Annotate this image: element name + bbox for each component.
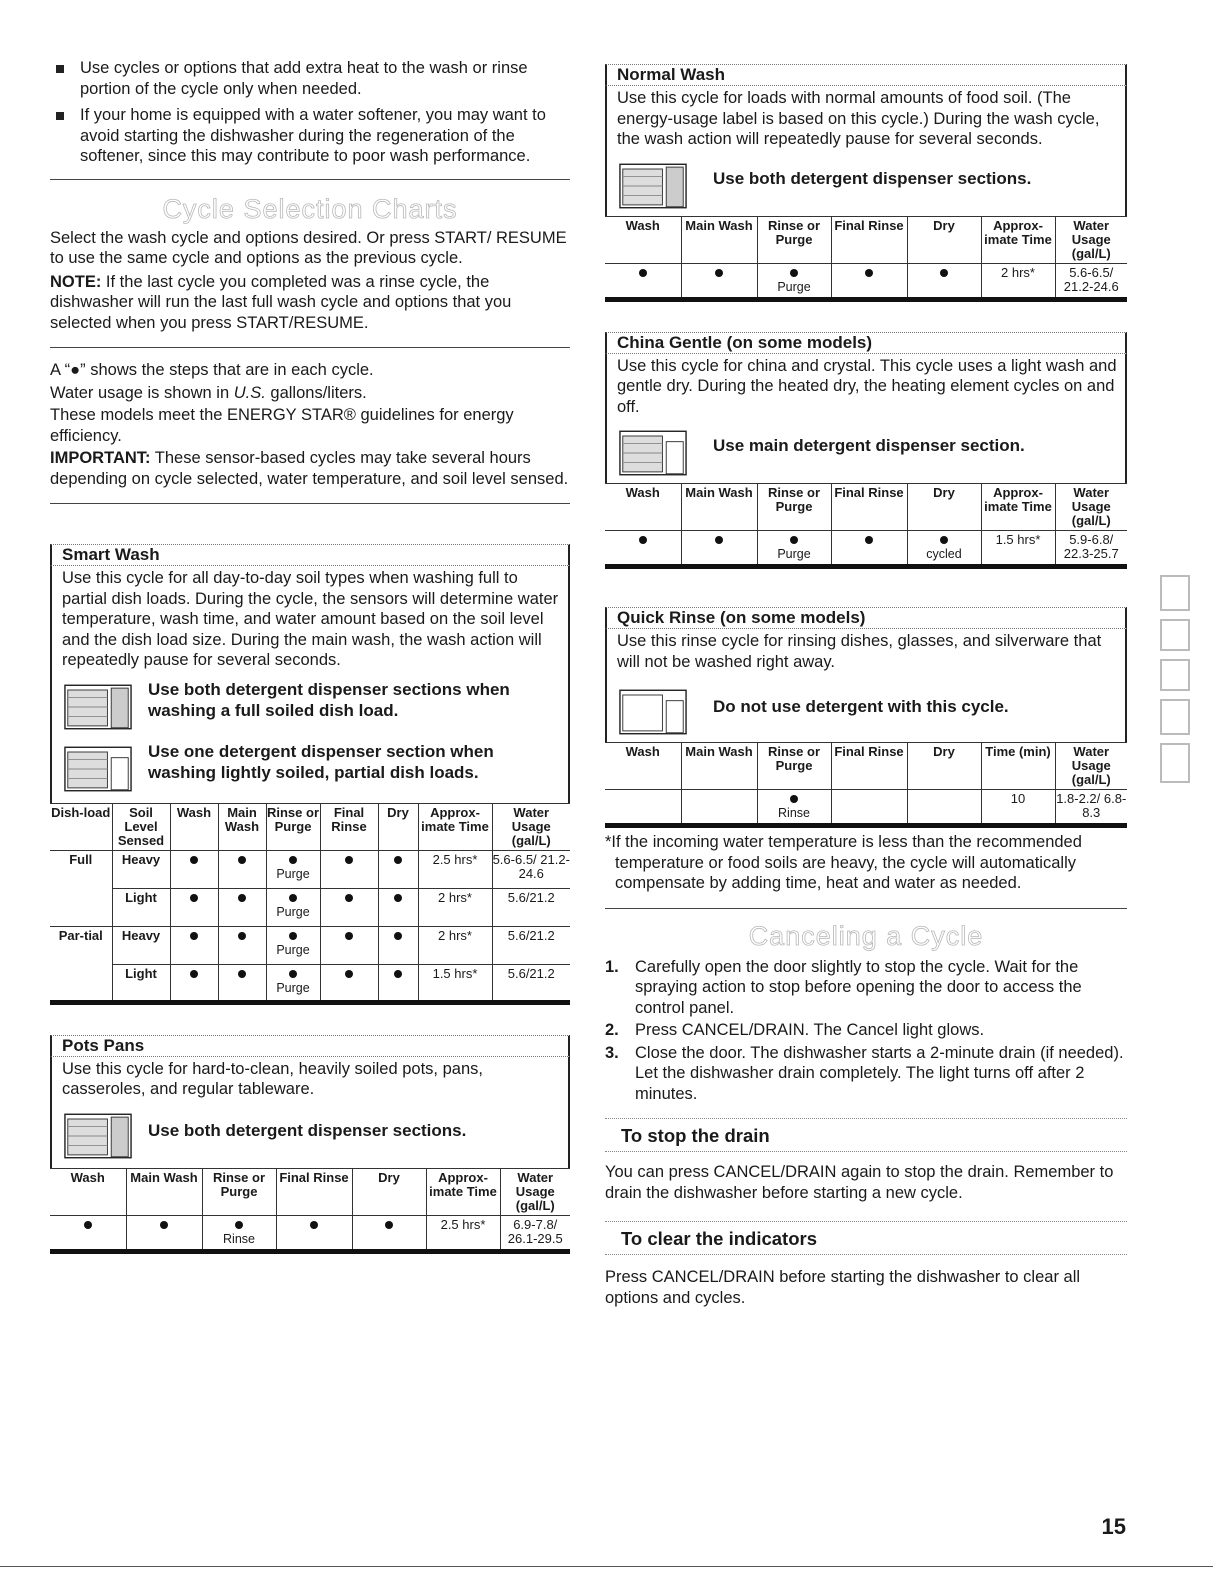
table-header: Dry [907,216,981,263]
divider [0,1566,1213,1567]
pots-pans-section [50,1035,570,1254]
table-header: Approx-imate Time [426,1168,500,1215]
table-header: Final Rinse [831,216,907,263]
divider [605,908,1127,909]
table-cell: Par-tial [50,926,112,964]
table-cell [907,263,981,299]
table-cell: Purge [266,926,320,964]
smart-wash-table [50,803,570,1005]
table-header: Final Rinse [320,803,378,850]
table-cell [320,964,378,1002]
detergent-text: Use one detergent dispenser section when washing lightly soiled, partial dish loads. [148,741,494,782]
dispenser-both-icon [64,683,132,731]
step-dot-icon [289,970,297,978]
table-header: Water Usage (gal/L) [1055,484,1127,531]
table-cell [320,888,378,926]
table-cell [907,790,981,826]
dispenser-one-icon [64,745,132,793]
table-row [605,263,1127,299]
table-cell: 6.9-7.8/ 26.1-29.5 [500,1215,570,1251]
table-header: Dry [907,484,981,531]
table-cell [50,964,112,1002]
table-cell [50,1215,126,1251]
step-dot-icon [190,970,198,978]
table-cell: Heavy [112,926,170,964]
table-cell [170,850,218,888]
table-cell [170,964,218,1002]
step-dot-icon [394,970,402,978]
table-header: Rinse or Purge [202,1168,276,1215]
dispenser-both-icon [64,1112,132,1160]
table-header: Main Wash [681,216,757,263]
list-item: 3. Close the door. The dishwasher starts a 2-minute drain (if needed). Let the dishwasher drain completely. The light turns off after 2 minutes. [605,1043,1124,1103]
table-header: Approx-imate Time [981,484,1055,531]
china-gentle-section [605,332,1127,570]
normal-wash-table [605,216,1127,302]
table-header: Final Rinse [831,484,907,531]
table-cell [126,1215,202,1251]
china-gentle-title: China Gentle (on some models) [605,332,1127,354]
table-cell: Heavy [112,850,170,888]
stop-drain-text: You can press CANCEL/DRAIN again to stop the drain. Remember to drain the dishwasher before starting a new cycle. [605,1163,1114,1202]
table-cell: 5.9-6.8/ 22.3-25.7 [1055,531,1127,567]
detergent-instruction [62,741,560,803]
step-dot-icon [715,536,723,544]
detergent-text: Do not use detergent with this cycle. [713,697,1009,716]
table-header: Rinse or Purge [757,743,831,790]
divider [50,347,570,348]
table-header: Final Rinse [276,1168,352,1215]
table-header: Dry [378,803,418,850]
table-cell [218,850,266,888]
list-item: 2. Press CANCEL/DRAIN. The Cancel light glows. [605,1021,985,1039]
table-header: Main Wash [681,743,757,790]
dispenser-main-icon [619,429,687,477]
pots-pans-desc: Use this cycle for hard-to-clean, heavily soiled pots, pans, casseroles, and regular tableware. [62,1059,483,1098]
table-cell [50,888,112,926]
step-dot-icon [289,894,297,902]
table-cell: 2 hrs* [418,926,492,964]
left-column [50,58,570,1254]
table-header: Wash [625,217,660,233]
quick-rinse-title: Quick Rinse (on some models) [605,607,1127,629]
pots-pans-title: Pots Pans [50,1035,570,1057]
stop-drain-heading: To stop the drain [605,1118,1127,1152]
quick-rinse-desc: Use this rinse cycle for rinsing dishes, glasses, and silverware that will not be washed right away. [617,632,1102,671]
table-cell [378,964,418,1002]
table-cell [681,790,757,826]
table-cell [378,850,418,888]
table-header: Main Wash [218,803,266,850]
table-cell: Light [112,964,170,1002]
step-dot-icon [865,269,873,277]
table-cell [378,888,418,926]
table-cell [352,1215,426,1251]
table-header: Wash [625,485,660,500]
step-dot-icon [190,856,198,864]
cycle-charts-intro: Select the wash cycle and options desired. Or press START/ RESUME to use the same cycle and options as the previous cycle. [50,228,567,267]
pots-pans-body [50,1057,570,1168]
table-row [605,531,1127,567]
detergent-instruction [617,425,1117,483]
step-dot-icon [190,894,198,902]
table-cell: Full [50,850,112,888]
step-dot-icon [940,536,948,544]
table-cell: 5.6/21.2 [492,926,570,964]
step-dot-icon [394,894,402,902]
canceling-steps [605,957,1127,1105]
detergent-text: Use main detergent dispenser section. [713,436,1025,455]
table-cell [170,926,218,964]
legend-text: A “●” shows the steps that are in each cycle. [50,361,374,379]
step-dot-icon [345,894,353,902]
energy-star-text: These models meet the ENERGY STAR® guidelines for energy efficiency. [50,406,514,445]
table-header: Water Usage (gal/L) [492,803,570,850]
table-cell: 2 hrs* [981,263,1055,299]
table-row [605,790,1127,826]
table-cell: Purge [757,531,831,567]
step-dot-icon [394,856,402,864]
china-gentle-body [605,354,1127,484]
detergent-text: Use both detergent dispenser sections. [148,1120,467,1140]
table-header: Rinse or Purge [266,803,320,850]
table-header: Wash [70,1169,105,1185]
intro-bullet: Use cycles or options that add extra heat to the wash or rinse portion of the cycle only when needed. [50,58,570,99]
table-cell [170,888,218,926]
table-cell: 2 hrs* [418,888,492,926]
table-cell: 10 [981,790,1055,826]
table-header-row [605,216,1127,263]
table-row [50,926,570,964]
smart-wash-desc: Use this cycle for all day-to-day soil types when washing full to partial dish loads. During the cycle, the sensors will determine water temperature, wash time, and water amount based on the soil level and the dish load size. During the main wash, the wash action will repeatedly pause for several seconds. [62,569,559,669]
table-cell [378,926,418,964]
step-dot-icon [790,269,798,277]
step-dot-icon [235,1221,243,1229]
table-cell: Purge [266,850,320,888]
table-cell: 5.6/21.2 [492,888,570,926]
cycle-charts-note: NOTE: If the last cycle you completed was a rinse cycle, the dishwasher will run the last full wash cycle and options that you selected when you press START/RESUME. [50,272,512,332]
table-cell: Purge [757,263,831,299]
right-column [605,64,1127,1308]
table-row [50,964,570,1002]
step-dot-icon [865,536,873,544]
step-dot-icon [345,970,353,978]
step-dot-icon [84,1221,92,1229]
normal-wash-body [605,86,1127,216]
footnote: *If the incoming water temperature is less than the recommended temperature or food soils are heavy, the cycle will automatically compensate by adding time, heat and water as needed. [605,833,1082,892]
step-dot-icon [190,932,198,940]
table-cell: Rinse [757,790,831,826]
table-header: Rinse or Purge [757,216,831,263]
table-cell [320,926,378,964]
table-cell: Light [112,888,170,926]
normal-wash-section [605,64,1127,302]
step-dot-icon [238,856,246,864]
table-cell: 2.5 hrs* [426,1215,500,1251]
table-cell: 5.6-6.5/ 21.2-24.6 [492,850,570,888]
step-dot-icon [790,795,798,803]
detergent-instruction [617,684,1117,742]
table-cell: 5.6-6.5/ 21.2-24.6 [1055,263,1127,299]
table-header: Water Usage (gal/L) [1055,216,1127,263]
section-title-cycle-charts: Cycle Selection Charts [162,193,458,224]
side-tab-graphic [1155,570,1195,790]
table-header: Rinse or Purge [757,484,831,531]
table-cell [218,964,266,1002]
detergent-instruction [617,158,1117,216]
smart-wash-body [50,566,570,803]
step-dot-icon [238,932,246,940]
list-item: 1. Carefully open the door slightly to stop the cycle. Wait for the spraying action to stop before opening the door to access the control panel. [605,957,1082,1017]
table-row [50,850,570,888]
step-dot-icon [940,269,948,277]
table-header: Dry [352,1168,426,1215]
smart-wash-title: Smart Wash [50,544,570,566]
bullet-square-icon [56,65,64,73]
table-header: Water Usage (gal/L) [500,1168,570,1215]
step-dot-icon [345,932,353,940]
clear-indicators-heading: To clear the indicators [605,1221,1127,1255]
detergent-text: Use both detergent dispenser sections when washing a full soiled dish load. [148,679,510,720]
step-dot-icon [790,536,798,544]
step-dot-icon [639,536,647,544]
bullet-square-icon [56,112,64,120]
table-cell: 2.5 hrs* [418,850,492,888]
table-header: Dish-load [51,804,111,820]
step-dot-icon [345,856,353,864]
table-cell [831,263,907,299]
step-dot-icon [289,856,297,864]
step-dot-icon [385,1221,393,1229]
water-usage-text: Water usage is shown in U.S. gallons/liters. [50,383,367,402]
table-cell: 1.8-2.2/ 6.8-8.3 [1055,790,1127,826]
table-cell: Rinse [202,1215,276,1251]
divider [50,503,570,504]
table-cell: Purge [266,964,320,1002]
normal-wash-title: Normal Wash [605,64,1127,86]
normal-wash-desc: Use this cycle for loads with normal amounts of food soil. (The energy-usage label is based on this cycle.) During the wash cycle, the wash action will repeatedly pause for several seconds. [617,89,1100,148]
dispenser-both-icon [619,162,687,210]
pots-pans-table [50,1168,570,1254]
table-header-row [50,803,570,850]
step-dot-icon [238,970,246,978]
table-header: Wash [170,803,218,850]
table-cell [605,531,681,567]
table-header-row [605,484,1127,531]
table-header: Final Rinse [831,743,907,790]
table-cell [218,888,266,926]
table-row [50,1215,570,1251]
table-cell: cycled [907,531,981,567]
divider [50,179,570,180]
table-header: Main Wash [681,484,757,531]
detergent-instruction [62,679,560,741]
step-dot-icon [289,932,297,940]
table-cell [831,531,907,567]
table-header: Dry [907,743,981,790]
table-cell [218,926,266,964]
page-number: 15 [1101,1514,1126,1539]
quick-rinse-section [605,607,1127,828]
quick-rinse-table [605,742,1127,828]
china-gentle-table [605,483,1127,569]
step-dot-icon [310,1221,318,1229]
table-header: Approx-imate Time [981,216,1055,263]
table-cell: 1.5 hrs* [981,531,1055,567]
table-cell [681,531,757,567]
table-header: Wash [625,744,660,759]
table-row [50,888,570,926]
table-cell [276,1215,352,1251]
clear-indicators-text: Press CANCEL/DRAIN before starting the dishwasher to clear all options and cycles. [605,1268,1081,1307]
quick-rinse-body [605,629,1127,742]
intro-bullet: If your home is equipped with a water softener, you may want to avoid starting the dishwasher during the regeneration of the softener, since this may contribute to poor wash performance. [50,105,570,167]
table-cell [681,263,757,299]
step-dot-icon [394,932,402,940]
table-cell: 1.5 hrs* [418,964,492,1002]
table-header: Time (min) [981,743,1055,790]
china-gentle-desc: Use this cycle for china and crystal. This cycle uses a light wash and gentle dry. During the heated dry, the heating element cycles on and off. [617,356,1117,416]
table-header: Main Wash [126,1168,202,1215]
table-header-row [50,1168,570,1215]
table-cell: 5.6/21.2 [492,964,570,1002]
step-dot-icon [160,1221,168,1229]
step-dot-icon [639,269,647,277]
table-cell [320,850,378,888]
table-cell: Purge [266,888,320,926]
important-text: IMPORTANT: These sensor-based cycles may take several hours depending on cycle selected, water temperature, and soil level sensed. [50,449,569,488]
section-title-canceling: Canceling a Cycle [748,920,984,951]
table-header-row [605,743,1127,790]
table-header: Water Usage (gal/L) [1055,743,1127,790]
table-header: Soil Level Sensed [112,803,170,850]
step-dot-icon [238,894,246,902]
detergent-text: Use both detergent dispenser sections. [713,168,1032,188]
table-cell [605,790,681,826]
detergent-instruction [62,1108,560,1168]
table-cell [831,790,907,826]
step-dot-icon [715,269,723,277]
dispenser-empty-icon [619,688,687,736]
table-header: Approx-imate Time [418,803,492,850]
smart-wash-section [50,544,570,1005]
table-cell [605,263,681,299]
